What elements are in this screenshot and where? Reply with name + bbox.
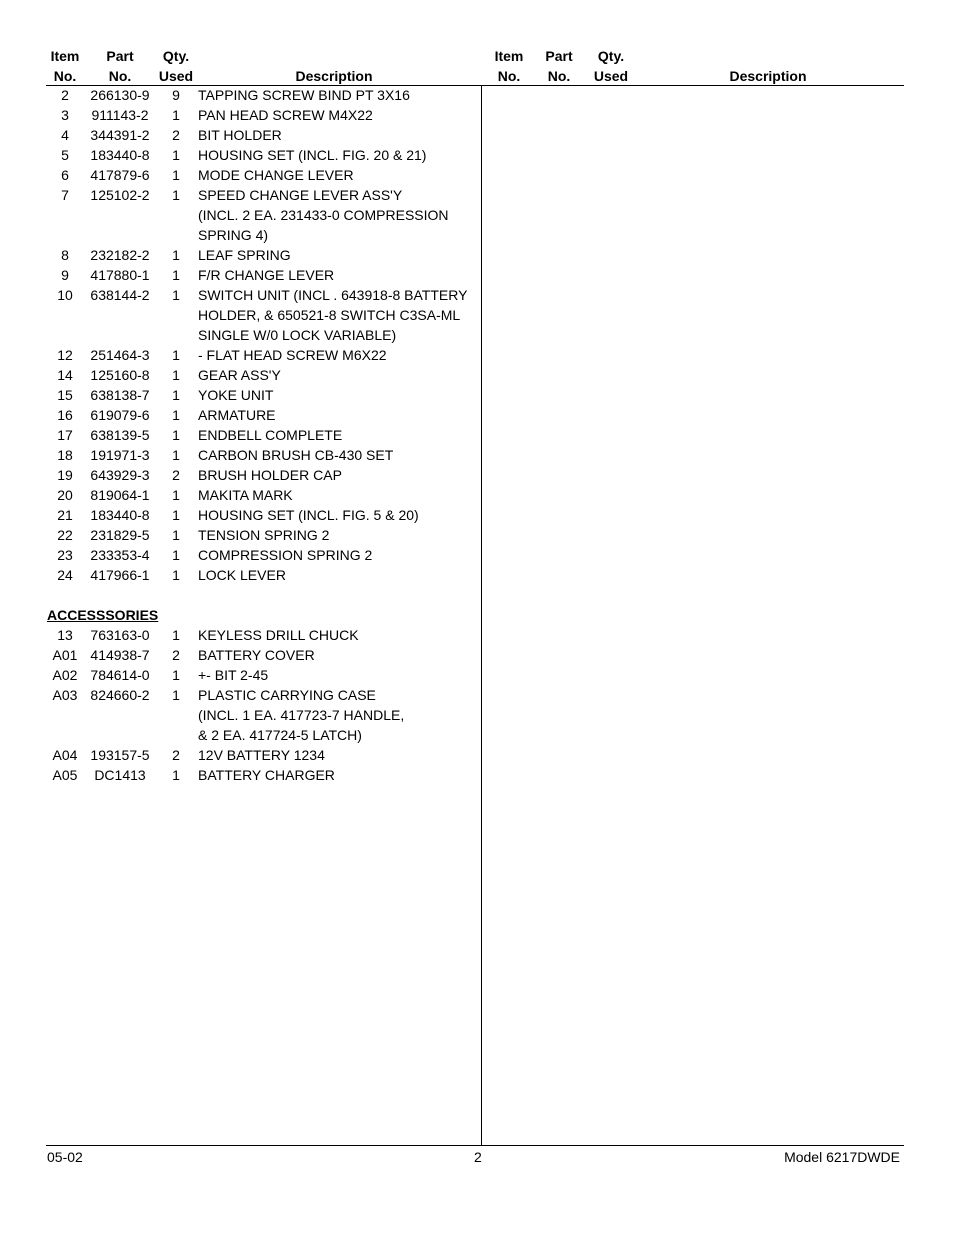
description: BATTERY COVER [198,647,315,663]
item-number: 4 [61,127,69,143]
item-number: 16 [57,407,73,423]
table-row [0,665,481,685]
table-row [0,85,481,105]
accessories-heading: ACCESSSORIES [47,607,159,623]
description: CARBON BRUSH CB-430 SET [198,447,394,463]
description: TENSION SPRING 2 [198,527,330,543]
description: HOUSING SET (INCL. FIG. 5 & 20) [198,507,419,523]
quantity: 1 [172,627,180,643]
item-number: 21 [57,507,73,523]
table-row [0,685,481,705]
table-row [0,385,481,405]
item-number: 5 [61,147,69,163]
description: (INCL. 1 EA. 417723-7 HANDLE, [198,707,405,723]
table-row [0,345,481,365]
part-number: 638139-5 [90,427,150,443]
description: F/R CHANGE LEVER [198,267,335,283]
quantity: 1 [172,667,180,683]
quantity: 1 [172,247,180,263]
part-number: 763163-0 [90,627,150,643]
table-row [0,405,481,425]
table-row [0,525,481,545]
quantity: 2 [172,127,180,143]
table-row [0,245,481,265]
quantity: 1 [172,527,180,543]
table-row [0,145,481,165]
table-row-continuation [0,305,481,325]
item-number: 24 [57,567,73,583]
part-number: 414938-7 [90,647,150,663]
description: BRUSH HOLDER CAP [198,467,342,483]
part-number: 417879-6 [90,167,150,183]
item-number: 8 [61,247,69,263]
table-row-continuation [0,205,481,225]
item-number: 17 [57,427,73,443]
part-number: 643929-3 [90,467,150,483]
description: (INCL. 2 EA. 231433-0 COMPRESSION [198,207,449,223]
spacer [0,585,481,605]
quantity: 1 [172,547,180,563]
item-number: 7 [61,187,69,203]
quantity: 1 [172,267,180,283]
item-number: 9 [61,267,69,283]
item-number: A02 [52,667,78,683]
part-number: 191971-3 [90,447,150,463]
header-description: Description [295,68,373,84]
description: KEYLESS DRILL CHUCK [198,627,359,643]
item-number: 14 [57,367,73,383]
accessories-heading-row [0,605,481,625]
table-row [0,265,481,285]
table-row [0,425,481,445]
quantity: 1 [172,187,180,203]
part-number: DC1413 [94,767,146,783]
item-number: 20 [57,487,73,503]
table-row [0,105,481,125]
quantity: 1 [172,487,180,503]
table-row [0,445,481,465]
table-row [0,625,481,645]
parts-table [0,85,481,785]
part-number: 824660-2 [90,687,150,703]
description: MODE CHANGE LEVER [198,167,354,183]
description: SPEED CHANGE LEVER ASS'Y [198,187,403,203]
table-row [0,285,481,305]
table-row-continuation [0,725,481,745]
item-number: 12 [57,347,73,363]
description: ARMATURE [198,407,276,423]
quantity: 1 [172,447,180,463]
part-number: 193157-5 [90,747,150,763]
table-row [0,465,481,485]
table-row [0,505,481,525]
table-row [0,765,481,785]
description: MAKITA MARK [198,487,293,503]
item-number: 13 [57,627,73,643]
part-number: 125102-2 [90,187,150,203]
part-number: 638144-2 [90,287,150,303]
header-item-no: Item No. [50,48,80,84]
part-number: 417966-1 [90,567,150,583]
table-row [0,545,481,565]
description: - FLAT HEAD SCREW M6X22 [198,347,387,363]
item-number: A04 [52,747,78,763]
item-number: 6 [61,167,69,183]
quantity: 1 [172,687,180,703]
part-number: 344391-2 [90,127,150,143]
part-number: 233353-4 [90,547,150,563]
item-number: 23 [57,547,73,563]
item-number: 10 [57,287,73,303]
part-number: 125160-8 [90,367,150,383]
description: SINGLE W/0 LOCK VARIABLE) [198,327,397,343]
quantity: 1 [172,367,180,383]
description: 12V BATTERY 1234 [198,747,325,763]
header-qty-used-right: Qty. Used [593,48,629,84]
table-row-continuation [0,705,481,725]
header-part-no-right: Part No. [545,48,573,84]
table-row [0,365,481,385]
footer-rule [46,1145,904,1146]
part-number: 183440-8 [90,507,150,523]
description: YOKE UNIT [198,387,274,403]
part-number: 911143-2 [91,107,149,123]
quantity: 1 [172,567,180,583]
part-number: 417880-1 [90,267,150,283]
item-number: A01 [52,647,78,663]
description: SPRING 4) [198,227,269,243]
quantity: 1 [172,287,180,303]
table-row-continuation [0,225,481,245]
quantity: 2 [172,647,180,663]
description: HOLDER, & 650521-8 SWITCH C3SA-ML [198,307,461,323]
description: & 2 EA. 417724-5 LATCH) [198,727,362,743]
description: ENDBELL COMPLETE [198,427,343,443]
header-description-right: Description [729,68,807,84]
quantity: 1 [172,107,180,123]
part-number: 183440-8 [90,147,150,163]
table-row-continuation [0,325,481,345]
description: SWITCH UNIT (INCL . 643918-8 BATTERY [198,287,468,303]
table-row [0,125,481,145]
table-row [0,185,481,205]
item-number: 18 [57,447,73,463]
quantity: 2 [172,747,180,763]
header-part-no: Part No. [106,48,134,84]
part-number: 638138-7 [90,387,150,403]
part-number: 619079-6 [90,407,150,423]
item-number: 19 [57,467,73,483]
page-number: 2 [474,1149,482,1165]
description: TAPPING SCREW BIND PT 3X16 [198,87,410,103]
item-number: 3 [61,107,69,123]
part-number: 266130-9 [90,87,150,103]
description: PAN HEAD SCREW M4X22 [198,107,373,123]
part-number: 231829-5 [90,527,150,543]
header-item-no-right: Item No. [494,48,524,84]
quantity: 1 [172,427,180,443]
item-number: 15 [57,387,73,403]
table-row [0,645,481,665]
quantity: 1 [172,387,180,403]
part-number: 232182-2 [90,247,150,263]
part-number: 819064-1 [90,487,150,503]
quantity: 1 [172,407,180,423]
table-row [0,565,481,585]
quantity: 9 [172,87,180,103]
quantity: 2 [172,467,180,483]
description: LEAF SPRING [198,247,291,263]
description: PLASTIC CARRYING CASE [198,687,376,703]
description: HOUSING SET (INCL. FIG. 20 & 21) [198,147,427,163]
description: +- BIT 2-45 [198,667,269,683]
description: COMPRESSION SPRING 2 [198,547,373,563]
item-number: 22 [57,527,73,543]
table-row [0,165,481,185]
part-number: 784614-0 [90,667,150,683]
column-divider [481,85,482,1145]
description: BATTERY CHARGER [198,767,335,783]
part-number: 251464-3 [90,347,150,363]
quantity: 1 [172,147,180,163]
quantity: 1 [172,507,180,523]
quantity: 1 [172,767,180,783]
description: BIT HOLDER [198,127,282,143]
header-qty-used: Qty. Used [158,48,194,84]
description: LOCK LEVER [198,567,286,583]
table-row [0,485,481,505]
model-number: Model 6217DWDE [784,1149,900,1165]
item-number: 2 [61,87,69,103]
footer-date: 05-02 [47,1149,83,1165]
item-number: A05 [52,767,78,783]
description: GEAR ASS'Y [198,367,281,383]
table-row [0,745,481,765]
quantity: 1 [172,347,180,363]
quantity: 1 [172,167,180,183]
item-number: A03 [52,687,78,703]
